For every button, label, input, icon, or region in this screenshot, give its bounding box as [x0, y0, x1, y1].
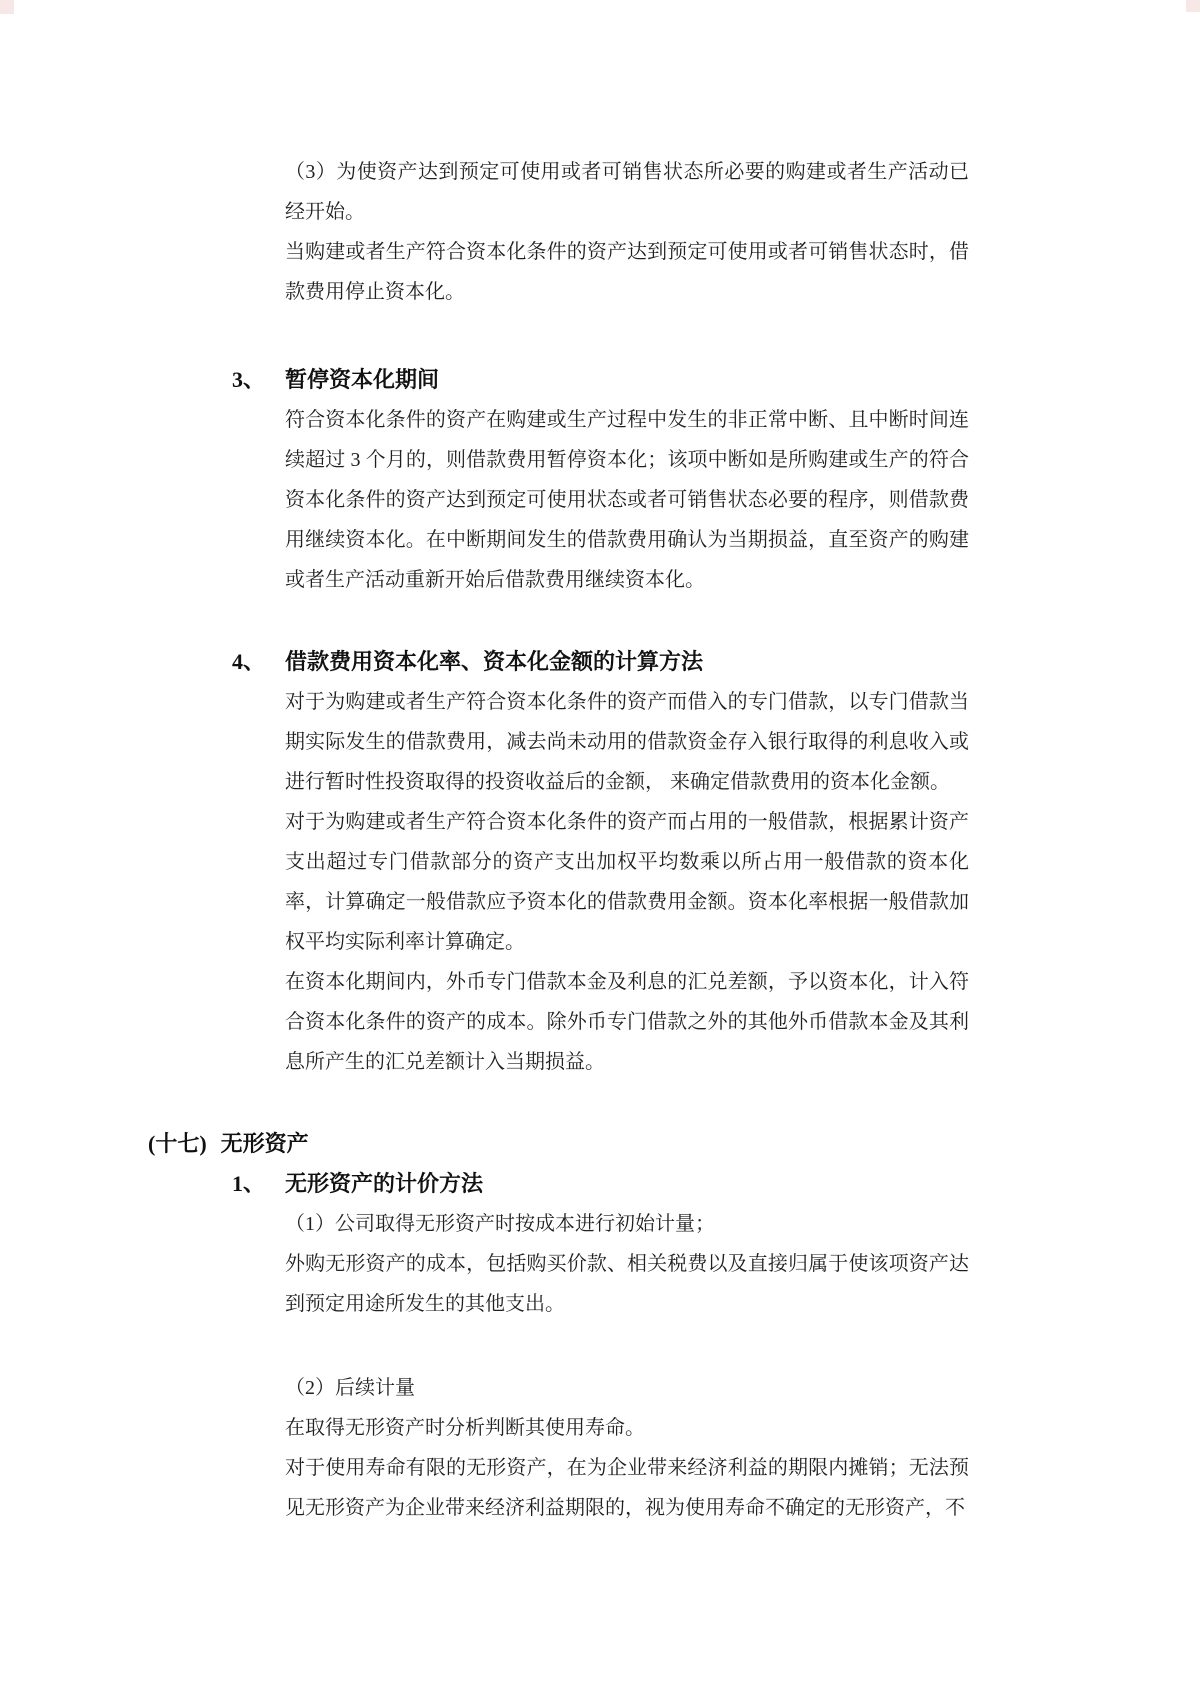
paragraph: 当购建或者生产符合资本化条件的资产达到预定可使用或者可销售状态时，借款费用停止资本化。 [285, 241, 969, 303]
section-heading-valuation-method [232, 1164, 1200, 1204]
heading-number: 1、 [232, 1171, 266, 1196]
section-heading-intangible-assets [148, 1124, 1200, 1164]
heading-number: 4、 [232, 649, 266, 674]
paragraph: （3）为使资产达到预定可使用或者可销售状态所必要的购建或者生产活动已经开始。 [285, 161, 969, 223]
paragraph: 对于为购建或者生产符合资本化条件的资产而占用的一般借款，根据累计资产支出超过专门借款部分的资产支出加权平均数乘以所占用一般借款的资本化率，计算确定一般借款应予资本化的借款费用金额。资本化率根据一般借款加权平均实际利率计算确定。 [285, 811, 969, 953]
paragraph: 外购无形资产的成本，包括购买价款、相关税费以及直接归属于使该项资产达到预定用途所发生的其他支出。 [285, 1253, 969, 1315]
heading-title: 借款费用资本化率、资本化金额的计算方法 [285, 649, 704, 674]
section-heading-capitalization-rate [232, 642, 1200, 682]
page-corner-mark-right [1186, 0, 1200, 12]
section-title: 无形资产 [220, 1131, 309, 1156]
page-corner-mark-left [0, 0, 14, 14]
paragraph: 在取得无形资产时分析判断其使用寿命。 [285, 1417, 645, 1439]
paragraph: 对于为购建或者生产符合资本化条件的资产而借入的专门借款，以专门借款当期实际发生的借款费用，减去尚未动用的借款资金存入银行取得的利息收入或进行暂时性投资取得的投资收益后的金额， 来确定借款费用的资本化金额。 [285, 691, 969, 793]
heading-number: 3、 [232, 367, 266, 392]
paragraph: （2）后续计量 [285, 1377, 415, 1399]
paragraph: 符合资本化条件的资产在购建或生产过程中发生的非正常中断、且中断时间连续超过 3 个月的，则借款费用暂停资本化；该项中断如是所购建或生产的符合资本化条件的资产达到预定可使用状态或者可销售状态必要的程序，则借款费用继续资本化。在中断期间发生的借款费用确认为当期损益，直至资产的购建或者生产活动重新开始后借款费用继续资本化。 [285, 409, 969, 591]
paragraph: 对于使用寿命有限的无形资产，在为企业带来经济利益的期限内摊销；无法预见无形资产为企业带来经济利益期限的，视为使用寿命不确定的无形资产，不 [285, 1457, 969, 1519]
paragraph: 在资本化期间内，外币专门借款本金及利息的汇兑差额，予以资本化，计入符合资本化条件的资产的成本。除外币专门借款之外的其他外币借款本金及其利息所产生的汇兑差额计入当期损益。 [285, 971, 969, 1073]
paragraph: （1）公司取得无形资产时按成本进行初始计量； [285, 1213, 715, 1235]
heading-title: 无形资产的计价方法 [285, 1171, 484, 1196]
heading-title: 暂停资本化期间 [285, 367, 440, 392]
section-number: (十七) [148, 1131, 207, 1156]
section-heading-pause-capitalization [232, 360, 1200, 400]
